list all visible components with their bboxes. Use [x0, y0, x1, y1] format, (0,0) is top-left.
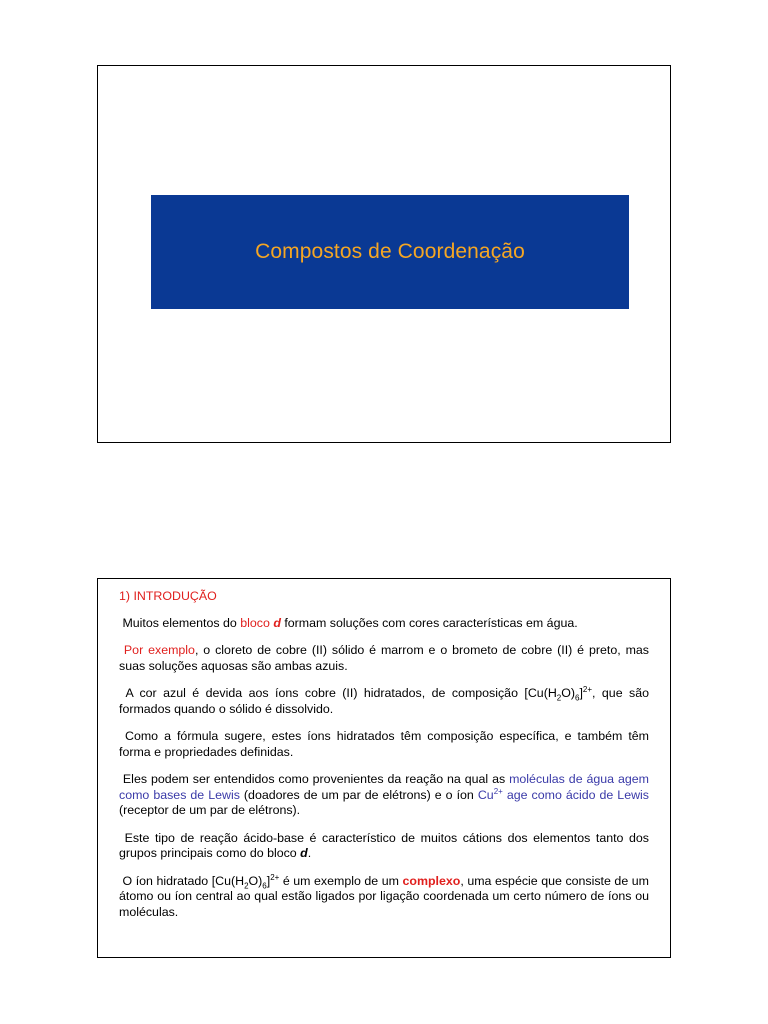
paragraph-1: Muitos elementos do bloco d formam soluções com cores características em água. — [122, 615, 578, 630]
title-band — [151, 195, 629, 309]
paragraph-7: O íon hidratado $[Cu(H_2O)_6]^{2+}$ é um exemplo de um complexo, uma espécie que consiste de um átomo ou íon central ao qual estão ligados por ligação coordenada um certo número de íons ou moléculas. — [119, 872, 649, 919]
section-heading: 1) INTRODUÇÃO — [119, 589, 217, 603]
slide-content — [119, 589, 649, 920]
paragraph-3: A cor azul é devida aos íons cobre (II) hidratados, de composição $[Cu(H_2O)_6]^{2+}$, que são formados quando o sólido é dissolvido. — [119, 684, 650, 716]
slide-title: Compostos de Coordenação — [255, 240, 525, 263]
paragraph-5: Eles podem ser entendidos como provenientes da reação na qual as moléculas de água agem como bases de Lewis (doadores de um par de elétrons) e o íon $Cu^{2+}$ age como ácido de Lewis (receptor de um par de elétrons). — [119, 772, 649, 817]
paragraph-6: Este tipo de reação ácido-base é característico de muitos cátions dos elementos tanto dos grupos principais como do bloco d. — [119, 830, 650, 860]
paragraph-4: Como a fórmula sugere, estes íons hidratados têm composição específica, e também têm forma e propriedades definidas. — [119, 729, 649, 759]
slide-introduction — [97, 578, 671, 958]
slide-title-page — [97, 65, 671, 443]
paragraph-2: Por exemplo, o cloreto de cobre (II) sólido é marrom e o brometo de cobre (II) é preto, mas suas soluções aquosas são ambas azuis. — [119, 643, 649, 673]
